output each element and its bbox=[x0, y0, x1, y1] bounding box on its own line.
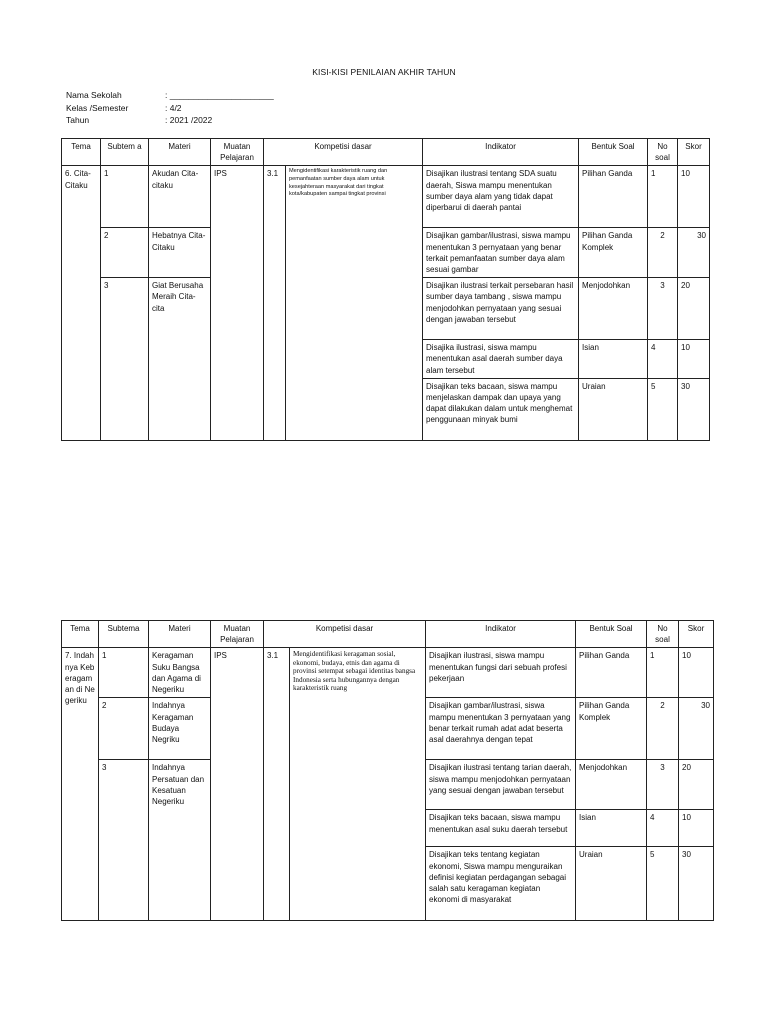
header-bentuk: Bentuk Soal bbox=[576, 621, 647, 648]
table-row bbox=[62, 166, 710, 228]
subtema-no-cell: 3 bbox=[99, 760, 149, 921]
muatan-cell: IPS bbox=[211, 166, 264, 440]
meta-year-row bbox=[66, 114, 274, 127]
grid-table-1 bbox=[61, 138, 710, 441]
header-subtema: Subtema bbox=[99, 621, 149, 648]
no-soal-cell: 3 bbox=[648, 278, 678, 340]
header-materi: Materi bbox=[149, 621, 211, 648]
header-skor: Skor bbox=[679, 621, 714, 648]
materi-cell: Giat Berusaha Meraih Cita-cita bbox=[149, 278, 211, 441]
indikator-cell: Disajikan teks bacaan, siswa mampu menentukan asal suku daerah tersebut bbox=[426, 810, 576, 847]
header-tema: Tema bbox=[62, 621, 99, 648]
no-soal-cell: 5 bbox=[648, 378, 678, 440]
header-bentuk: Bentuk Soal bbox=[579, 139, 648, 166]
meta-year-label: Tahun bbox=[66, 115, 90, 125]
indikator-cell: Disajikan gambar/ilustrasi, siswa mampu menentukan 3 pernyataan yang benar terkait rumah adat adat beserta asal daerahnya dengan tepat bbox=[426, 698, 576, 760]
indikator-cell: Disajikan gambar/ilustrasi, siswa mampu menentukan 3 pernyataan yang benar terkait pemanfaatan sumber daya alam sesuai gambar bbox=[423, 228, 579, 278]
table-header-row bbox=[62, 621, 714, 648]
header-muatan: Muatan Pelajaran bbox=[211, 621, 264, 648]
kd-text-cell: Mengidentifikasi karakteristik ruang dan pemanfaatan sumber daya alam untuk kesejahteraan masyarakat dari tingkat kota/kabupaten sampai tingkat provinsi bbox=[286, 166, 423, 440]
bentuk-cell: Isian bbox=[576, 810, 647, 847]
tema-cell: 7. Indahnya Keberagaman di Negeriku bbox=[62, 648, 99, 921]
header-kd: Kompetisi dasar bbox=[264, 621, 426, 648]
materi-cell: Hebatnya Cita-Citaku bbox=[149, 228, 211, 278]
document-title: KISI-KISI PENILAIAN AKHIR TAHUN bbox=[312, 67, 456, 77]
header-subtema: Subtem a bbox=[101, 139, 149, 166]
subtema-no-cell: 1 bbox=[101, 166, 149, 228]
meta-school-row bbox=[66, 89, 274, 102]
bentuk-cell: Pilihan Ganda bbox=[576, 648, 647, 698]
meta-year-value: : 2021 /2022 bbox=[165, 115, 213, 125]
skor-cell: 30 bbox=[678, 378, 710, 440]
indikator-cell: Disajikan teks bacaan, siswa mampu menjelaskan dampak dan upaya yang dapat dilakukan dalam untuk menghemat penggunaan minyak bumi bbox=[423, 378, 579, 440]
no-soal-cell: 4 bbox=[648, 340, 678, 379]
skor-cell: 30 bbox=[679, 847, 714, 921]
skor-cell: 30 bbox=[678, 228, 710, 278]
header-indikator: Indikator bbox=[423, 139, 579, 166]
bentuk-cell: Pilihan Ganda Komplek bbox=[579, 228, 648, 278]
document-meta bbox=[66, 89, 274, 127]
meta-class-value: : 4/2 bbox=[165, 102, 182, 113]
bentuk-cell: Uraian bbox=[576, 847, 647, 921]
skor-cell: 10 bbox=[678, 166, 710, 228]
no-soal-cell: 2 bbox=[647, 698, 679, 760]
kd-text-cell: Mengidentifikasi keragaman sosial, ekonomi, budaya, etnis dan agama di provinsi setempat sebagai identitas bangsa Indonesia serta hubungannya dengan karakteristik ruang bbox=[290, 648, 426, 921]
skor-cell: 20 bbox=[678, 278, 710, 340]
meta-class-label: Kelas /Semester bbox=[66, 102, 129, 113]
no-soal-cell: 2 bbox=[648, 228, 678, 278]
indikator-cell: Disajikan ilustrasi terkait persebaran hasil sumber daya tambang , siswa mampu menjodohkan pernyataan yang sesuai dengan jawaban tersebut bbox=[423, 278, 579, 340]
skor-cell: 20 bbox=[679, 760, 714, 810]
table-header-row bbox=[62, 139, 710, 166]
materi-cell: Indahnya Keragaman Budaya Negriku bbox=[149, 698, 211, 760]
meta-class-row bbox=[66, 102, 274, 115]
subtema-no-cell: 3 bbox=[101, 278, 149, 441]
subtema-no-cell: 1 bbox=[99, 648, 149, 698]
tema-cell: 6. Cita-Citaku bbox=[62, 166, 101, 440]
subtema-no-cell: 2 bbox=[101, 228, 149, 278]
header-no: No soal bbox=[648, 139, 678, 166]
bentuk-cell: Uraian bbox=[579, 378, 648, 440]
meta-school-value: : ______________________ bbox=[165, 90, 274, 100]
table-row bbox=[62, 648, 714, 698]
materi-cell: Akudan Cita-citaku bbox=[149, 166, 211, 228]
skor-cell: 10 bbox=[678, 340, 710, 379]
skor-cell: 10 bbox=[679, 648, 714, 698]
materi-cell: Keragaman Suku Bangsa dan Agama di Negeriku bbox=[149, 648, 211, 698]
indikator-cell: Disajikan ilustrasi tentang SDA suatu daerah, Siswa mampu menentukan sumber daya alam yang tidak dapat diperbarui di daerah pantai bbox=[423, 166, 579, 228]
no-soal-cell: 3 bbox=[647, 760, 679, 810]
bentuk-cell: Menjodohkan bbox=[579, 278, 648, 340]
indikator-cell: Disajikan ilustrasi tentang tarian daerah, siswa mampu menjodohkan pernyataan yang sesuai dengan jawaban tersebut bbox=[426, 760, 576, 810]
bentuk-cell: Isian bbox=[579, 340, 648, 379]
header-no: No soal bbox=[647, 621, 679, 648]
header-indikator: Indikator bbox=[426, 621, 576, 648]
indikator-cell: Disajikan ilustrasi, siswa mampu menentukan fungsi dari sebuah profesi pekerjaan bbox=[426, 648, 576, 698]
header-kd: Kompetisi dasar bbox=[264, 139, 423, 166]
no-soal-cell: 1 bbox=[648, 166, 678, 228]
meta-school-label: Nama Sekolah bbox=[66, 90, 122, 100]
bentuk-cell: Pilihan Ganda Komplek bbox=[576, 698, 647, 760]
header-skor: Skor bbox=[678, 139, 710, 166]
skor-cell: 10 bbox=[679, 810, 714, 847]
no-soal-cell: 5 bbox=[647, 847, 679, 921]
grid-table-2 bbox=[61, 620, 714, 921]
header-materi: Materi bbox=[149, 139, 211, 166]
kd-no-cell: 3.1 bbox=[264, 648, 290, 921]
kd-no-cell: 3.1 bbox=[264, 166, 286, 440]
indikator-cell: Disajika ilustrasi, siswa mampu menentukan asal daerah sumber daya alam tersebut bbox=[423, 340, 579, 379]
bentuk-cell: Pilihan Ganda bbox=[579, 166, 648, 228]
bentuk-cell: Menjodohkan bbox=[576, 760, 647, 810]
skor-cell: 30 bbox=[679, 698, 714, 760]
no-soal-cell: 4 bbox=[647, 810, 679, 847]
no-soal-cell: 1 bbox=[647, 648, 679, 698]
materi-cell: Indahnya Persatuan dan Kesatuan Negeriku bbox=[149, 760, 211, 921]
header-muatan: Muatan Pelajaran bbox=[211, 139, 264, 166]
indikator-cell: Disajikan teks tentang kegiatan ekonomi, Siswa mampu menguraikan definisi kegiatan perdagangan sebagai salah satu keragaman kegiatan ekonomi di masyarakat bbox=[426, 847, 576, 921]
subtema-no-cell: 2 bbox=[99, 698, 149, 760]
header-tema: Tema bbox=[62, 139, 101, 166]
muatan-cell: IPS bbox=[211, 648, 264, 921]
